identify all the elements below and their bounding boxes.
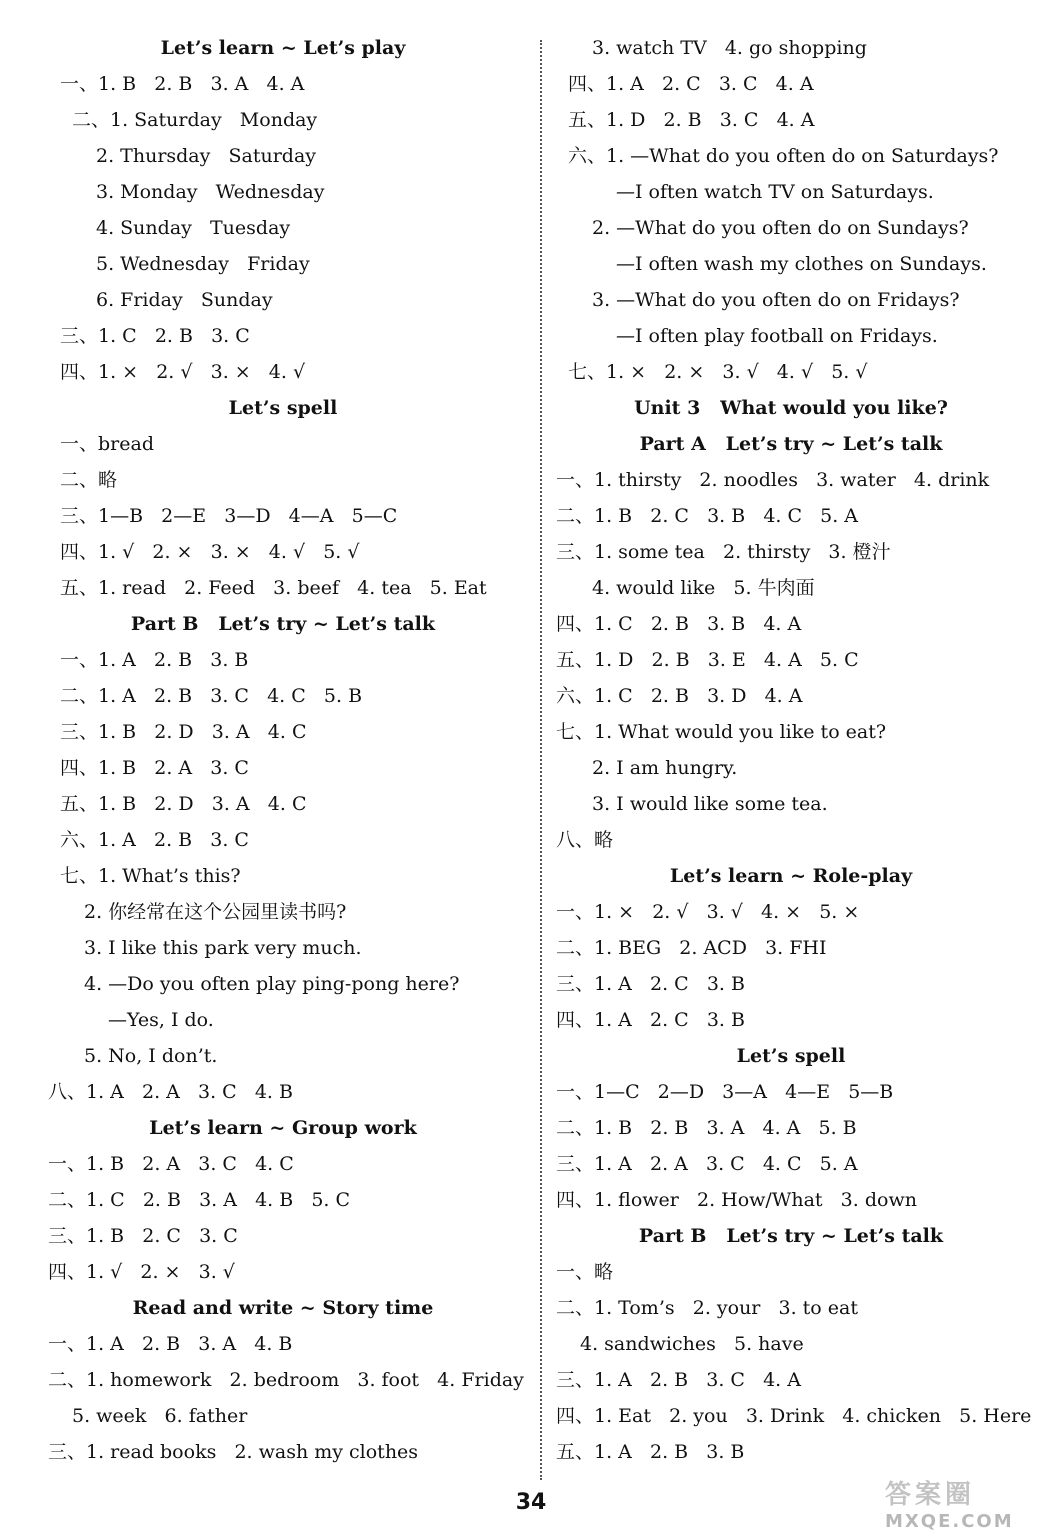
section-heading: Let’s spell [228,397,338,419]
section-heading: Part B Let’s try ~ Let’s talk [130,613,436,635]
answer-line: 四、1. √ 2. × 3. √ [48,1261,235,1283]
answer-line: 三、1—B 2—E 3—D 4—A 5—C [60,505,398,527]
answer-line: 4. sandwiches 5. have [580,1333,804,1355]
section-heading: Let’s learn ~ Group work [149,1117,417,1139]
answer-line: 二、1. B 2. B 3. A 4. A 5. B [556,1117,857,1139]
answer-line: 3. watch TV 4. go shopping [592,37,867,59]
answer-line: 六、1. C 2. B 3. D 4. A [556,685,803,707]
answer-line: 一、1—C 2—D 3—A 4—E 5—B [556,1081,894,1103]
answer-line: 六、1. —What do you often do on Saturdays? [568,145,999,167]
answer-line: 四、1. × 2. √ 3. × 4. √ [60,361,306,383]
answer-line: 二、1. B 2. C 3. B 4. C 5. A [556,505,859,527]
answer-line: 三、1. some tea 2. thirsty 3. 橙汁 [556,541,891,563]
answer-line: 七、1. × 2. × 3. √ 4. √ 5. √ [568,361,868,383]
watermark-bottom: MXQE.COM [885,1511,1014,1532]
answer-line: 一、bread [60,433,154,455]
section-heading: Let’s spell [736,1045,846,1067]
page-number: 34 [515,1490,547,1515]
answer-line: 五、1. D 2. B 3. E 4. A 5. C [556,649,859,671]
answer-line: 五、1. A 2. B 3. B [556,1441,745,1463]
answer-line: 5. Wednesday Friday [96,253,310,275]
section-heading: Part A Let’s try ~ Let’s talk [639,433,943,455]
answer-line: 四、1. √ 2. × 3. × 4. √ 5. √ [60,541,360,563]
answer-line: 一、1. A 2. B 3. A 4. B [48,1333,293,1355]
answer-line: 四、1. C 2. B 3. B 4. A [556,613,802,635]
answer-line: 4. —Do you often play ping-pong here? [84,973,460,995]
section-heading: Let’s learn ~ Let’s play [160,37,406,59]
answer-line: 四、1. Eat 2. you 3. Drink 4. chicken 5. Here [556,1405,1032,1427]
answer-line: 七、1. What would you like to eat? [556,721,887,743]
answer-line: 三、1. read books 2. wash my clothes [48,1441,419,1463]
section-heading: Read and write ~ Story time [132,1297,434,1319]
answer-line: 3. Monday Wednesday [96,181,325,203]
answer-line: 3. I would like some tea. [592,793,828,815]
answer-line: 二、1. Saturday Monday [72,109,318,131]
answer-line: 三、1. C 2. B 3. C [60,325,250,347]
answer-line: 二、1. homework 2. bedroom 3. foot 4. Friday [48,1369,524,1391]
answer-line: 一、1. B 2. B 3. A 4. A [60,73,305,95]
answer-line: 一、1. B 2. A 3. C 4. C [48,1153,294,1175]
answer-line: 6. Friday Sunday [96,289,273,311]
answer-line: 四、1. A 2. C 3. B [556,1009,745,1031]
answer-line: 2. I am hungry. [592,757,738,779]
answer-line: 二、略 [60,469,118,491]
answer-line: —I often play football on Fridays. [616,325,938,347]
answer-line: 四、1. B 2. A 3. C [60,757,249,779]
answer-line: —I often wash my clothes on Sundays. [616,253,987,275]
watermark-logo [885,1474,1060,1534]
answer-line: 4. Sunday Tuesday [96,217,291,239]
answer-line: 八、1. A 2. A 3. C 4. B [48,1081,293,1103]
section-heading: Let’s learn ~ Role-play [669,865,913,887]
answer-line: 三、1. A 2. C 3. B [556,973,745,995]
watermark-top: 答案圈 [885,1480,976,1510]
right-column [556,30,1032,1470]
answer-line: 七、1. What’s this? [60,865,241,887]
answer-line: 四、1. A 2. C 3. C 4. A [568,73,814,95]
answer-line: 八、略 [556,829,614,851]
answer-line: 五、1. D 2. B 3. C 4. A [568,109,815,131]
answer-line: 二、1. Tom’s 2. your 3. to eat [556,1297,858,1319]
section-heading: Unit 3 What would you like? [634,397,948,419]
answer-line: 3. —What do you often do on Fridays? [592,289,960,311]
answer-line: 3. I like this park very much. [84,937,362,959]
answer-line: 二、1. C 2. B 3. A 4. B 5. C [48,1189,351,1211]
answer-line: 四、1. flower 2. How/What 3. down [556,1189,917,1211]
left-column [48,30,524,1470]
answer-line: 一、略 [556,1261,614,1283]
answer-line: 二、1. BEG 2. ACD 3. FHI [556,937,827,959]
answer-line: 4. would like 5. 牛肉面 [592,577,815,599]
answer-line: 三、1. A 2. A 3. C 4. C 5. A [556,1153,858,1175]
answer-line: 三、1. A 2. B 3. C 4. A [556,1369,801,1391]
answer-line: 5. week 6. father [72,1405,248,1427]
answer-line: 2. Thursday Saturday [96,145,317,167]
answer-line: 二、1. A 2. B 3. C 4. C 5. B [60,685,363,707]
answer-line: 三、1. B 2. C 3. C [48,1225,238,1247]
answer-line: 一、1. × 2. √ 3. √ 4. × 5. × [556,901,860,923]
answer-line: —Yes, I do. [108,1009,214,1031]
answer-line: 五、1. B 2. D 3. A 4. C [60,793,307,815]
answer-line: 五、1. read 2. Feed 3. beef 4. tea 5. Eat [60,577,487,599]
answer-line: 2. 你经常在这个公园里读书吗? [84,901,347,923]
answer-line: 三、1. B 2. D 3. A 4. C [60,721,307,743]
answer-line: 一、1. thirsty 2. noodles 3. water 4. drink [556,469,990,491]
column-divider [540,40,542,1480]
section-heading: Part B Let’s try ~ Let’s talk [638,1225,944,1247]
answer-line: —I often watch TV on Saturdays. [616,181,934,203]
answer-line: 5. No, I don’t. [84,1045,218,1067]
answer-line: 2. —What do you often do on Sundays? [592,217,969,239]
answer-line: 一、1. A 2. B 3. B [60,649,249,671]
answer-line: 六、1. A 2. B 3. C [60,829,249,851]
